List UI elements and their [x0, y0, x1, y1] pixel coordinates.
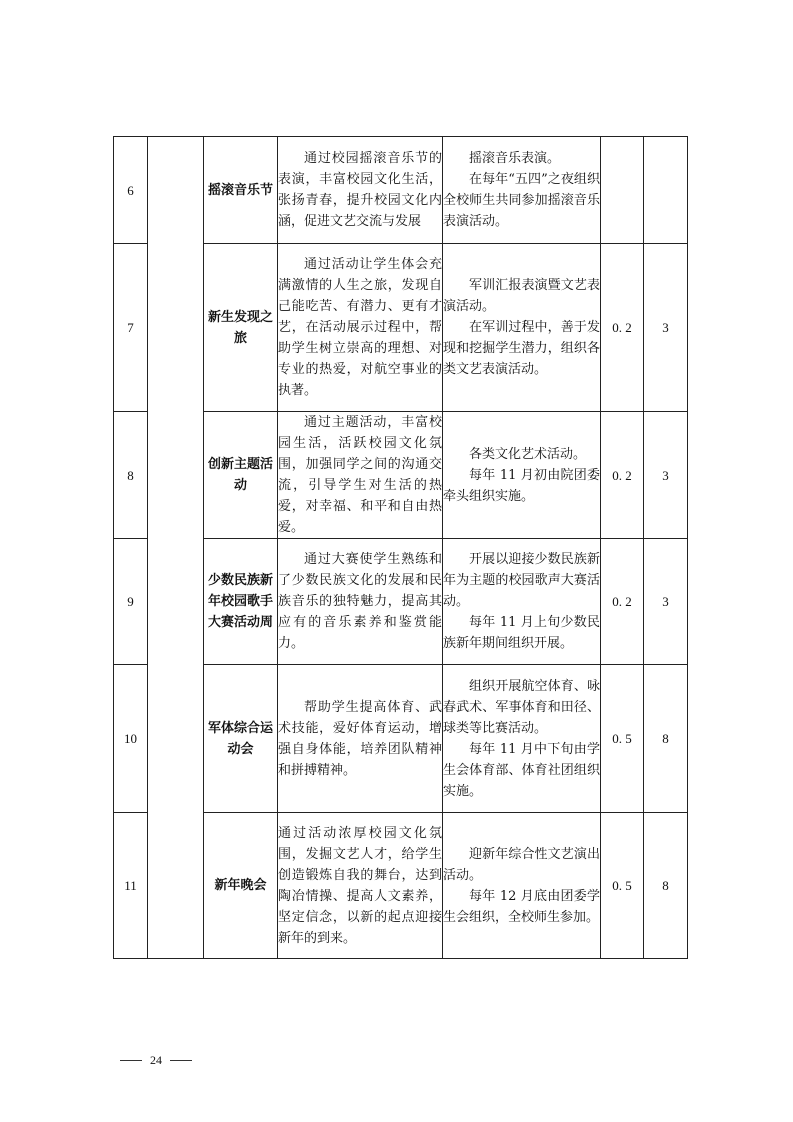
hours-value: 3: [644, 539, 688, 665]
activity-name: 新生发现之旅: [204, 244, 278, 412]
activity-table: [113, 136, 688, 959]
activity-form: [443, 412, 601, 539]
category-cell: [148, 137, 204, 959]
hours-value: [644, 137, 688, 244]
purpose-text: 通过活动浓厚校园文化氛围，发掘文艺人才，给学生创造锻炼自我的舞台，达到陶冶情操、提高人文素养，坚定信念，以新的起点迎接新年的到来。: [278, 825, 442, 946]
hours-value: 8: [644, 813, 688, 959]
form-text: 摇滚音乐表演。: [469, 151, 561, 166]
purpose-text: 通过主题活动，丰富校园生活，活跃校园文化氛围，加强同学之间的沟通交流，引导学生对生活的热爱，对幸福、和平和自由热爱。: [278, 415, 442, 535]
activity-name: 创新主题活动: [204, 412, 278, 539]
credit-value: 0. 2: [601, 412, 644, 539]
credit-value: 0. 2: [601, 539, 644, 665]
activity-purpose: [278, 137, 443, 244]
activity-purpose: [278, 539, 443, 665]
form-text: 每年 11 月初由院团委牵头组织实施。: [443, 467, 600, 504]
form-text: 每年 12 月底由团委学生会组织，全校师生参加。: [443, 888, 600, 925]
activity-name: 少数民族新年校园歌手大赛活动周: [204, 539, 278, 665]
page-number: 24: [150, 1052, 162, 1067]
row-number: 6: [114, 137, 148, 244]
purpose-text: 帮助学生提高体育、武术技能，爱好体育运动，增强自身体能，培养团队精神和拼搏精神。: [278, 699, 442, 778]
activity-form: [443, 539, 601, 665]
footer-dash-left: [120, 1060, 142, 1061]
form-text: 每年 11 月上旬少数民族新年期间组织开展。: [443, 615, 600, 651]
footer-dash-right: [170, 1060, 192, 1061]
page-footer: [120, 1052, 220, 1068]
form-text: 各类文化艺术活动。: [469, 446, 587, 462]
form-text: 组织开展航空体育、咏春武术、军事体育和田径、球类等比赛活动。: [443, 678, 600, 736]
credit-value: 0. 5: [601, 665, 644, 813]
activity-name: 新年晚会: [204, 813, 278, 959]
hours-value: 8: [644, 665, 688, 813]
form-text: 在军训过程中，善于发现和挖掘学生潜力，组织各类文艺表演活动。: [443, 320, 600, 377]
activity-purpose: [278, 813, 443, 959]
activity-purpose: [278, 244, 443, 412]
form-text: 迎新年综合性文艺演出活动。: [443, 846, 600, 883]
activity-name: 摇滚音乐节: [204, 137, 278, 244]
activity-form: [443, 813, 601, 959]
purpose-text: 通过活动让学生体会充满激情的人生之旅，发现自己能吃苦、有潜力、更有才艺，在活动展示过程中，帮助学生树立崇高的理想、对专业的热爱，对航空事业的执著。: [278, 257, 442, 398]
activity-form: [443, 665, 601, 813]
form-text: 开展以迎接少数民族新年为主题的校园歌声大赛活动。: [443, 552, 600, 609]
activity-name: 军体综合运动会: [204, 665, 278, 813]
credit-value: 0. 2: [601, 244, 644, 412]
activity-purpose: [278, 665, 443, 813]
row-number: 9: [114, 539, 148, 665]
form-text: 在每年“五四”之夜组织全校师生共同参加摇滚音乐表演活动。: [443, 172, 600, 229]
purpose-text: 通过大赛使学生熟练和了少数民族文化的发展和民族音乐的独特魅力，提高其应有的音乐素养和鉴赏能力。: [278, 552, 442, 651]
activity-purpose: [278, 412, 443, 539]
row-number: 7: [114, 244, 148, 412]
table-row: [114, 137, 688, 244]
row-number: 10: [114, 665, 148, 813]
row-number: 11: [114, 813, 148, 959]
hours-value: 3: [644, 412, 688, 539]
hours-value: 3: [644, 244, 688, 412]
credit-value: 0. 5: [601, 813, 644, 959]
credit-value: [601, 137, 644, 244]
form-text: 军训汇报表演暨文艺表演活动。: [443, 278, 600, 314]
purpose-text: 通过校园摇滚音乐节的表演，丰富校园文化生活，张扬青春，提升校园文化内涵，促进文艺交流与发展: [278, 151, 442, 229]
activity-form: [443, 137, 601, 244]
form-text: 每年 11 月中下旬由学生会体育部、体育社团组织实施。: [443, 741, 600, 799]
row-number: 8: [114, 412, 148, 539]
activity-form: [443, 244, 601, 412]
